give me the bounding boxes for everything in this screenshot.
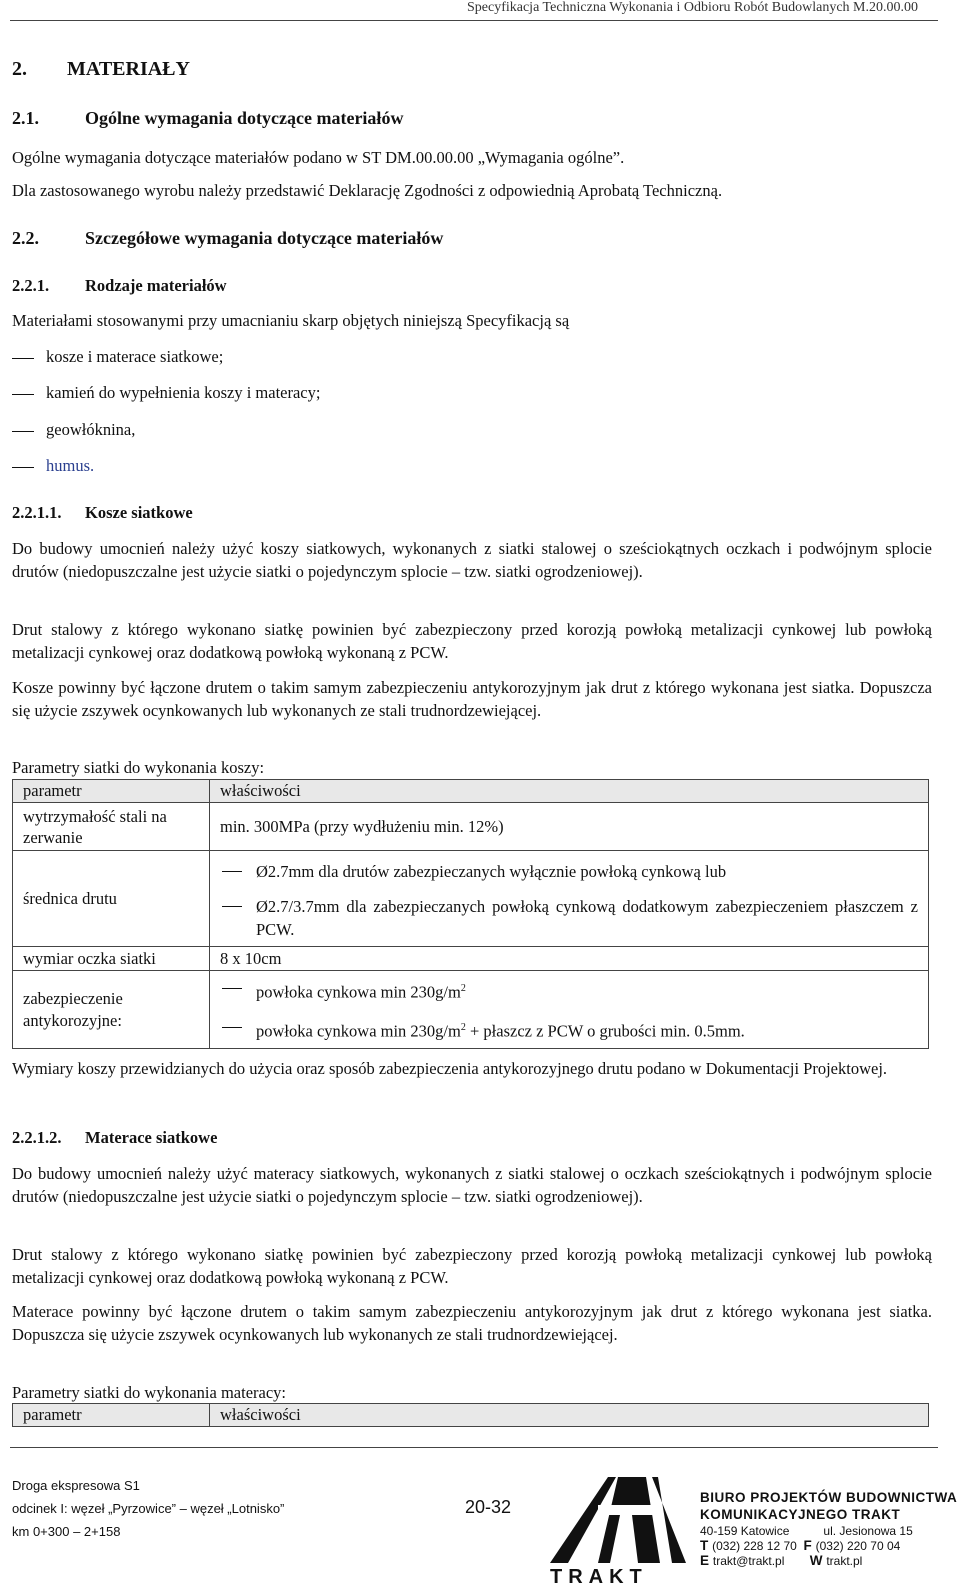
table-caption: Parametry siatki do wykonania koszy: [12,758,265,777]
table-row [13,947,929,971]
header-title: Specyfikacja Techniczna Wykonania i Odbioru Robót Budowlanych M.20.00.00 [466,0,918,15]
section-number: 2.1. [12,108,39,128]
section-number: 2.2.1.1. [12,503,62,522]
table-cell: średnica drutu [13,851,210,947]
list-item: kamień do wypełnienia koszy i materacy; [12,383,320,403]
dash-bullet [222,871,242,872]
section-title: Ogólne wymagania dotyczące materiałów [85,108,404,128]
email-link[interactable]: trakt@trakt.pl [712,1554,785,1568]
list-item: kosze i materace siatkowe; [12,347,223,367]
list-item: powłoka cynkowa $\min 230g/m^2$ [220,977,918,1004]
section-number: 2.2.1.2. [12,1128,62,1147]
section-heading-2-2-1-1 [12,503,932,523]
table-row [13,971,929,1049]
company-name-line1: BIURO PROJEKTÓW BUDOWNICTWA [700,1490,958,1505]
list-item: Ø2.7/3.7mm dla zabezpieczanych powłoką cynkową dodatkowym zabezpieczeniem płaszczem z PCW. [220,895,918,941]
section-heading-2-2-1-2 [12,1128,932,1148]
table-header-row [13,780,929,803]
dash-bullet [12,431,34,432]
table-cell: wymiar oczka siatki [13,947,210,971]
section-heading-2-1 [12,108,932,129]
table-cell: 8 x 10cm [210,947,929,971]
table-header-row [13,1404,929,1427]
footer-section: odcinek I: węzeł „Pyrzowice” – węzeł „Lotnisko” [12,1501,285,1516]
header-divider [10,20,938,21]
paragraph: Wymiary koszy przewidzianych do użycia oraz sposób zabezpieczenia antykorozyjnego drutu podano w Dokumentacji Projektowej. [12,1059,888,1078]
website-link[interactable]: trakt.pl [826,1554,863,1568]
table-cell: zabezpieczenie antykorozyjne: [13,971,210,1049]
paragraph: Kosze powinny być łączone drutem o takim samym zabezpieczeniu antykorozyjnym jak drut z którego wykonana jest siatka. Dopuszcza się użycie zszywek ocynkowanych lub wykonanych ze stali trudnordzewiejącej. [12,678,932,720]
dash-bullet [222,988,242,989]
table-caption: Parametry siatki do wykonania materacy: [12,1383,286,1402]
list-item: Ø2.7mm dla drutów zabezpieczanych wyłącznie powłoką cynkową lub [220,860,918,883]
list-item: powłoka cynkowa $\min 230g/m^2$ + płaszcz z PCW o grubości min. 0.5mm. [220,1016,918,1043]
section-title: Materace siatkowe [85,1128,218,1147]
company-address: 40-159 Katowice ul. Jesionowa 15 [700,1524,913,1538]
page-number: 20-32 [465,1497,512,1517]
column-header-parametr: parametr [13,1404,210,1427]
table-row [13,803,929,851]
table-cell [210,971,929,1049]
parameters-table-materace [12,1403,929,1427]
section-title: Rodzaje materiałów [85,276,227,295]
dash-bullet [12,358,34,359]
footer-divider [10,1447,938,1448]
section-title: MATERIAŁY [67,58,190,80]
company-email-www: E trakt@trakt.pl W trakt.pl [700,1553,863,1568]
paragraph: Materiałami stosowanymi przy umacnianiu skarp objętych niniejszą Specyfikacją są [12,311,570,330]
paragraph: Do budowy umocnień należy użyć materacy siatkowych, wykonanych z siatki stalowej o oczkach sześciokątnych i podwójnym splocie drutów (niedopuszczalne jest użycie siatki o pojedynczym splocie – tzw. siatki ogrodzeniowej). [12,1164,932,1206]
section-title: Kosze siatkowe [85,503,193,522]
list-item: humus. [12,456,94,476]
table-cell [210,851,929,947]
paragraph: Drut stalowy z którego wykonano siatkę powinien być zabezpieczony przed korozją powłoką metalizacji cynkowej lub powłoką metalizacji cynkowej oraz dodatkową powłoką wykonaną z PCW. [12,1245,932,1287]
column-header-parametr: parametr [13,780,210,803]
paragraph: Ogólne wymagania dotyczące materiałów podano w ST DM.00.00.00 „Wymagania ogólne”. [12,148,625,167]
company-block [700,1490,957,1568]
dash-bullet [222,1027,242,1028]
footer-km: km 0+300 – 2+158 [12,1524,121,1539]
company-name-line2: KOMUNIKACYJNEGO TRAKT [700,1507,901,1522]
paragraph: Dla zastosowanego wyrobu należy przedstawić Deklarację Zgodności z odpowiednią Aprobatą Techniczną. [12,181,723,200]
parameters-table-kosze [12,779,929,1049]
section-heading-2-2 [12,228,932,249]
dash-bullet [12,394,34,395]
section-title: Szczegółowe wymagania dotyczące materiałów [85,228,444,248]
section-heading-2-2-1 [12,276,932,296]
dash-bullet [12,467,34,468]
column-header-wlasciwosci: właściwości [210,780,929,803]
column-header-wlasciwosci: właściwości [210,1404,929,1427]
section-heading-materialy [12,58,932,81]
list-item: geowłóknina, [12,420,135,440]
paragraph: Drut stalowy z którego wykonano siatkę powinien być zabezpieczony przed korozją powłoką metalizacji cynkowej lub powłoką metalizacji cynkowej oraz dodatkową powłoką wykonaną z PCW. [12,620,932,662]
company-phone-fax: T (032) 228 12 70 F (032) 220 70 04 [700,1538,901,1553]
section-number: 2.2.1. [12,276,50,295]
section-number: 2.2. [12,228,39,248]
logo-wordmark: TRAKT [550,1566,648,1588]
table-cell: wytrzymałość stali na zerwanie [13,803,210,851]
paragraph: Do budowy umocnień należy użyć koszy siatkowych, wykonanych z siatki stalowej o sześciokątnych oczkach i podwójnym splocie drutów (niedopuszczalne jest użycie siatki o pojedynczym splocie – tzw. siatki ogrodzeniowej). [12,539,932,581]
dash-bullet [222,906,242,907]
paragraph: Materace powinny być łączone drutem o takim samym zabezpieczeniu antykorozyjnym jak drut z którego wykonana jest siatka. Dopuszcza się użycie zszywek ocynkowanych lub wykonanych ze stali trudnordzewiejącej. [12,1302,932,1344]
table-row [13,851,929,947]
section-number: 2. [12,58,27,80]
table-cell: min. 300MPa (przy wydłużeniu min. 12%) [210,803,929,851]
footer-road: Droga ekspresowa S1 [12,1478,140,1493]
